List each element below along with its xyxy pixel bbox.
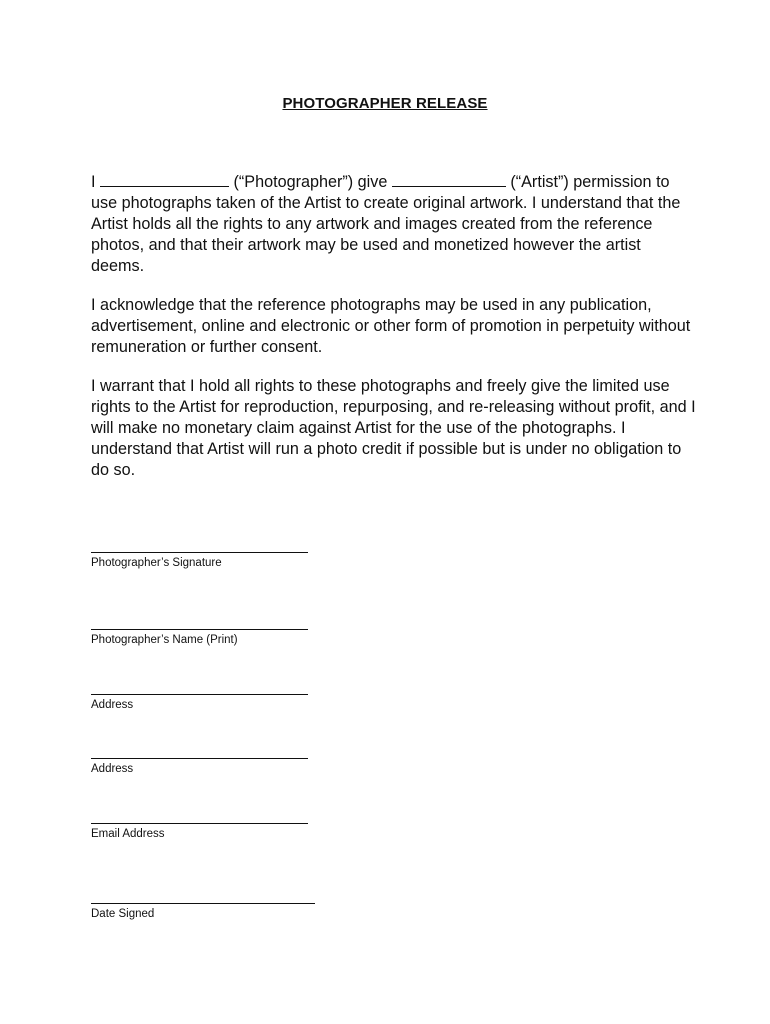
print-name-label: Photographer’s Name (Print): [91, 634, 238, 646]
permission-rest-text: to use photographs taken of the Artist to create original artwork. I understand that the Artist holds all the rights to any artwork and images created from the reference photos, and that their artwork may be used and monetized however the artist deems.: [91, 173, 681, 275]
intro-text: I: [91, 173, 96, 191]
permission-paragraph: [91, 172, 696, 277]
email-field: [91, 823, 308, 841]
address-label-1: Address: [91, 699, 134, 711]
signature-line[interactable]: [91, 552, 308, 553]
date-signed-field: [91, 903, 315, 921]
address-line-2[interactable]: [91, 758, 308, 759]
photographer-tag-text: (“Photographer”) give: [233, 173, 388, 191]
email-label: Email Address: [91, 828, 165, 840]
photographer-name-blank[interactable]: [100, 172, 229, 187]
document-title: PHOTOGRAPHER RELEASE: [282, 95, 488, 112]
acknowledgement-paragraph: I acknowledge that the reference photographs may be used in any publication, advertisement, online and electronic or other form of promotion in perpetuity without remuneration or further consent.: [91, 296, 691, 356]
address-line-1[interactable]: [91, 694, 308, 695]
print-name-field: [91, 629, 308, 647]
address-field-1: [91, 694, 308, 712]
signature-field: [91, 552, 308, 570]
date-signed-line[interactable]: [91, 903, 315, 904]
print-name-line[interactable]: [91, 629, 308, 630]
warranty-paragraph: I warrant that I hold all rights to these photographs and freely give the limited use rights to the Artist for reproduction, repurposing, and re-releasing without profit, and I will make no monetary claim against Artist for the use of the photographs. I understand that Artist will run a photo credit if possible but is under no obligation to do so.: [91, 377, 696, 479]
signature-label: Photographer’s Signature: [91, 557, 222, 569]
artist-tag-text: (“Artist”) permission: [510, 173, 652, 191]
email-line[interactable]: [91, 823, 308, 824]
address-label-2: Address: [91, 763, 134, 775]
date-signed-label: Date Signed: [91, 908, 155, 920]
address-field-2: [91, 758, 308, 776]
artist-name-blank[interactable]: [392, 172, 506, 187]
